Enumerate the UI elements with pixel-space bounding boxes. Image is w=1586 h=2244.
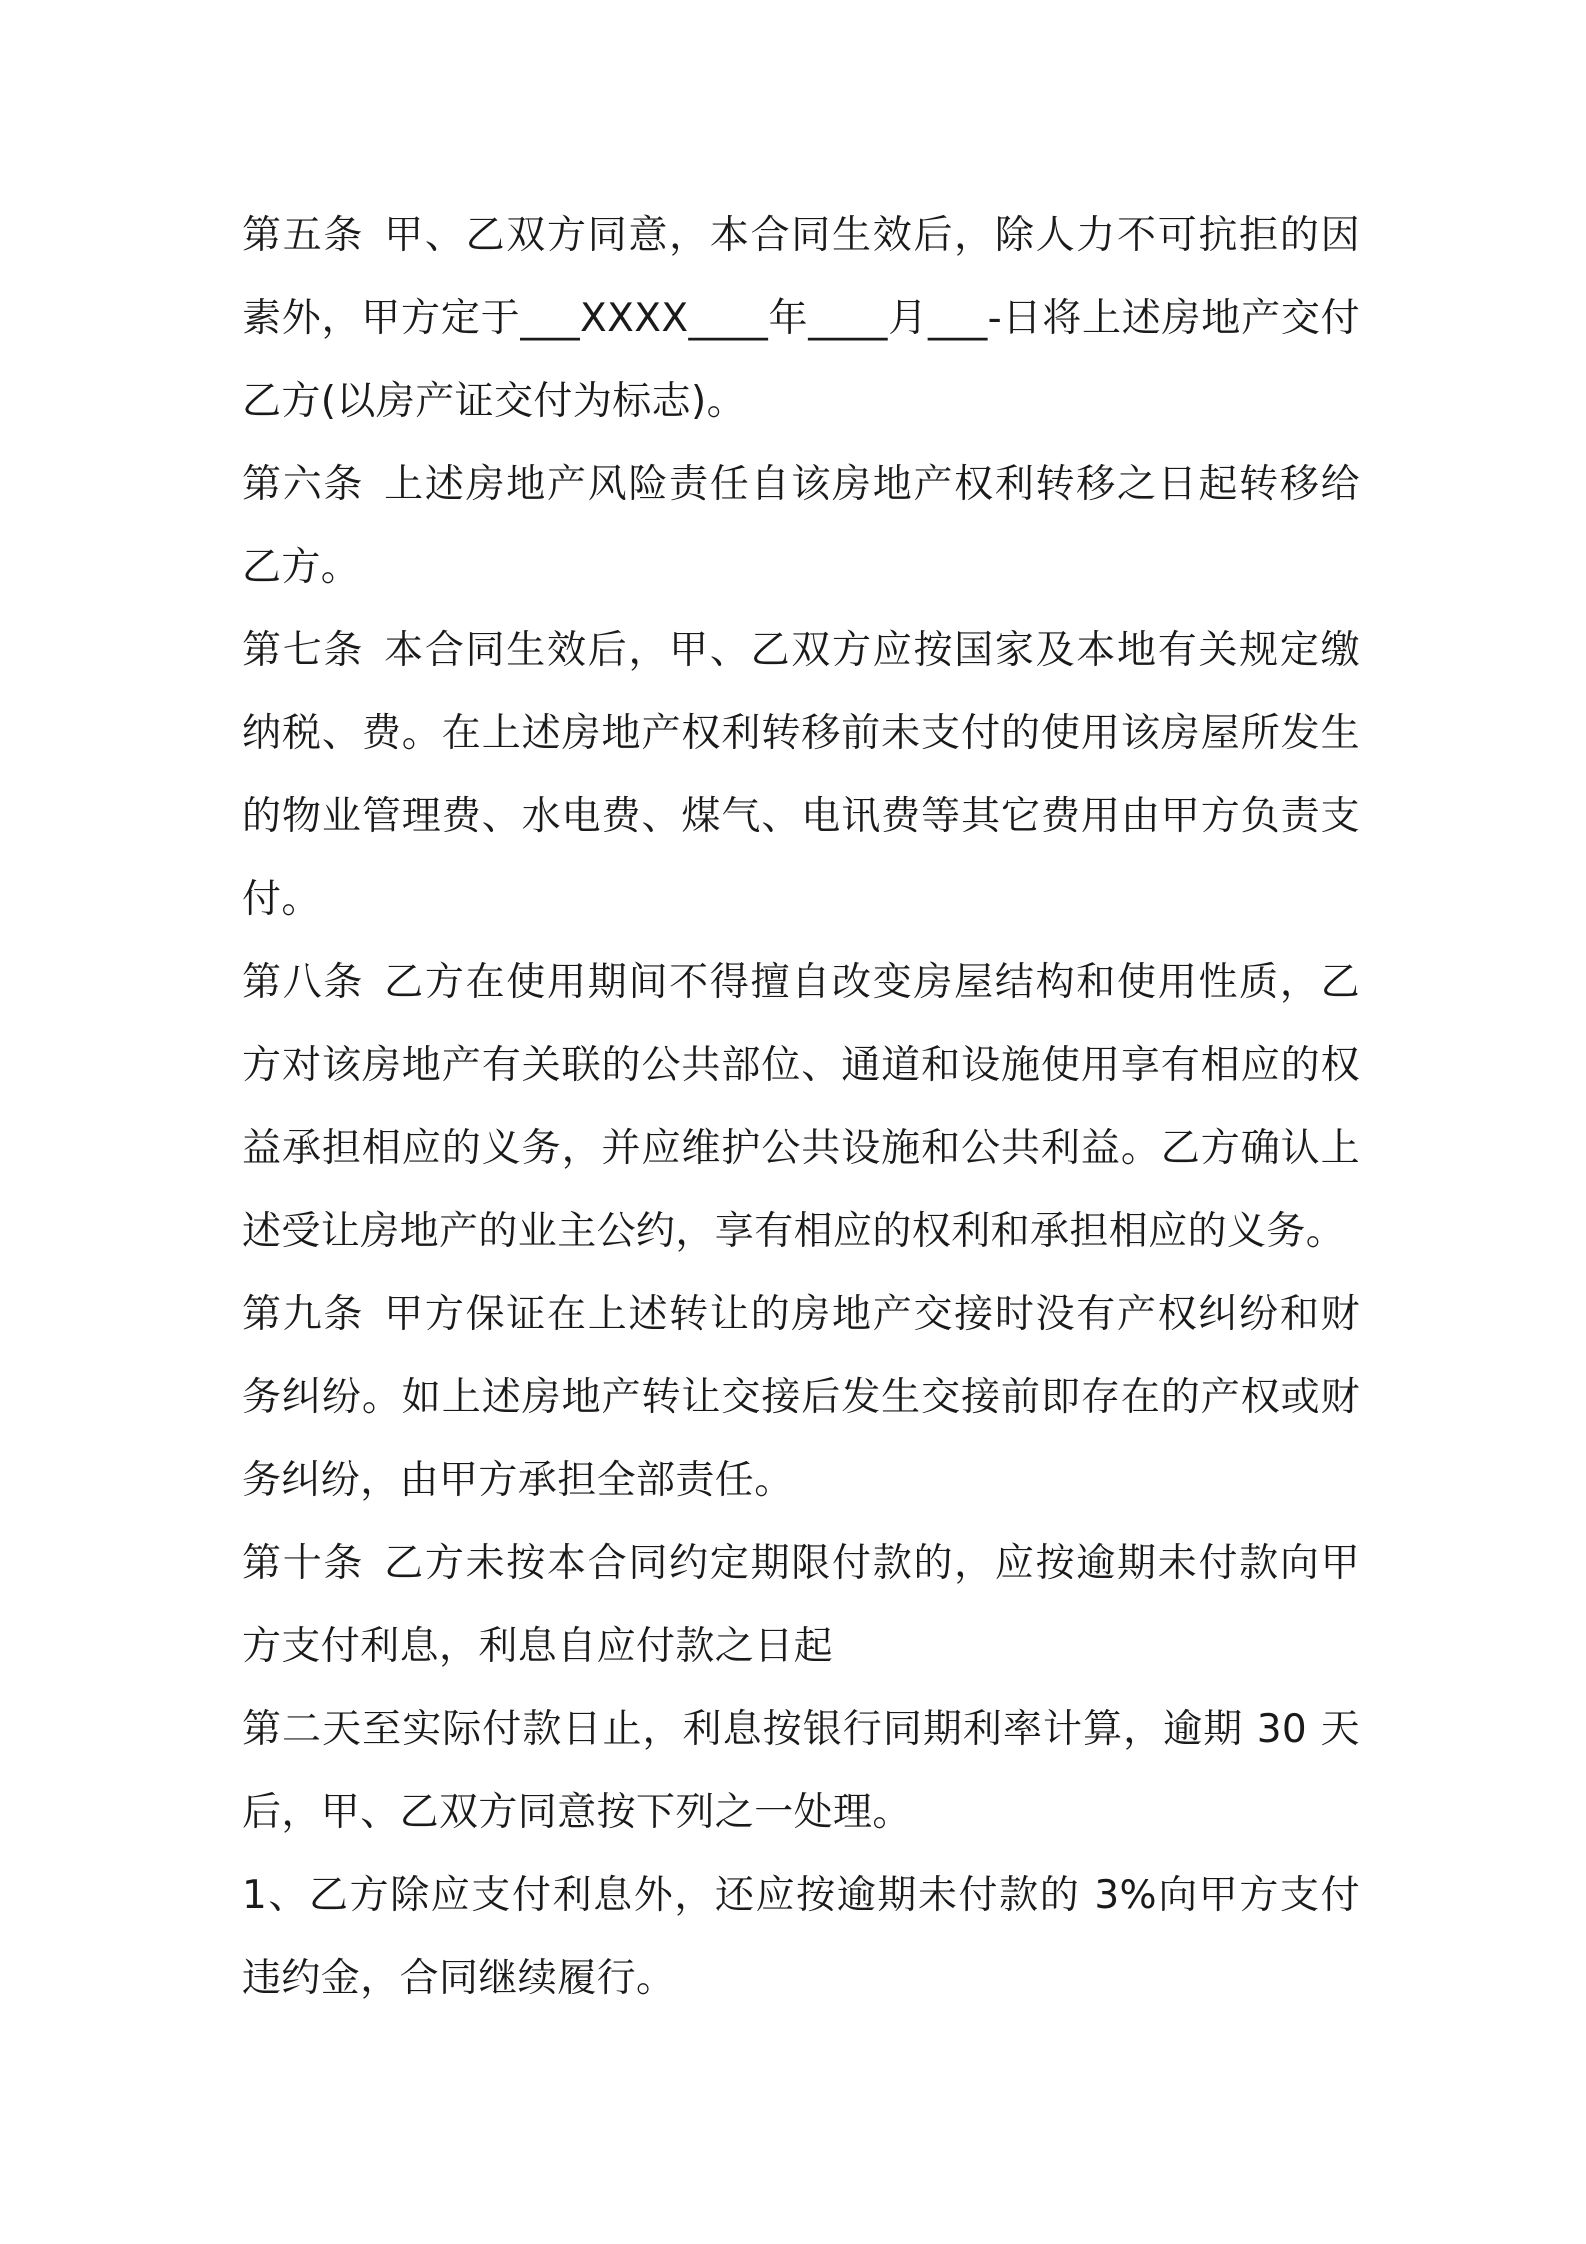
clause-heading: 第九条 [242, 1292, 365, 1337]
clause-10 [242, 1522, 1360, 1688]
clause-text: 甲、乙双方同意，本合同生效后，除人力不可抗拒的因素外，甲方定于___XXXX____年____月___-日将上述房地产交付乙方(以房产证交付为标志)。 [242, 213, 1360, 424]
clause-8 [242, 941, 1360, 1273]
clause-heading: 第五条 [242, 213, 365, 258]
clause-5 [242, 194, 1360, 443]
clause-6 [242, 443, 1360, 609]
clause-heading: 第十条 [242, 1541, 365, 1586]
clause-heading: 第七条 [242, 628, 365, 673]
clause-text: 乙方在使用期间不得擅自改变房屋结构和使用性质，乙方对该房地产有关联的公共部位、通道和设施使用享有相应的权益承担相应的义务，并应维护公共设施和公共利益。乙方确认上述受让房地产的业主公约，享有相应的权利和承担相应的义务。 [242, 960, 1360, 1254]
clause-text: 甲方保证在上述转让的房地产交接时没有产权纠纷和财务纠纷。如上述房地产转让交接后发生交接前即存在的产权或财务纠纷，由甲方承担全部责任。 [242, 1292, 1360, 1503]
clause-text: 上述房地产风险责任自该房地产权利转移之日起转移给乙方。 [242, 462, 1360, 590]
paragraph-text: 1、乙方除应支付利息外，还应按逾期未付款的 3%向甲方支付违约金，合同继续履行。 [242, 1873, 1360, 2001]
clause-10-continued [242, 1688, 1360, 1854]
clause-heading: 第六条 [242, 462, 365, 507]
clause-text: 本合同生效后，甲、乙双方应按国家及本地有关规定缴纳税、费。在上述房地产权利转移前未支付的使用该房屋所发生的物业管理费、水电费、煤气、电讯费等其它费用由甲方负责支付。 [242, 628, 1360, 922]
clause-10-item-1 [242, 1854, 1360, 2020]
clause-text: 乙方未按本合同约定期限付款的，应按逾期未付款向甲方支付利息，利息自应付款之日起 [242, 1541, 1360, 1669]
paragraph-text: 第二天至实际付款日止，利息按银行同期利率计算，逾期 30 天后，甲、乙双方同意按下列之一处理。 [242, 1707, 1360, 1835]
clause-9 [242, 1273, 1360, 1522]
clause-7 [242, 609, 1360, 941]
clause-heading: 第八条 [242, 960, 365, 1005]
contract-body [242, 194, 1360, 2020]
